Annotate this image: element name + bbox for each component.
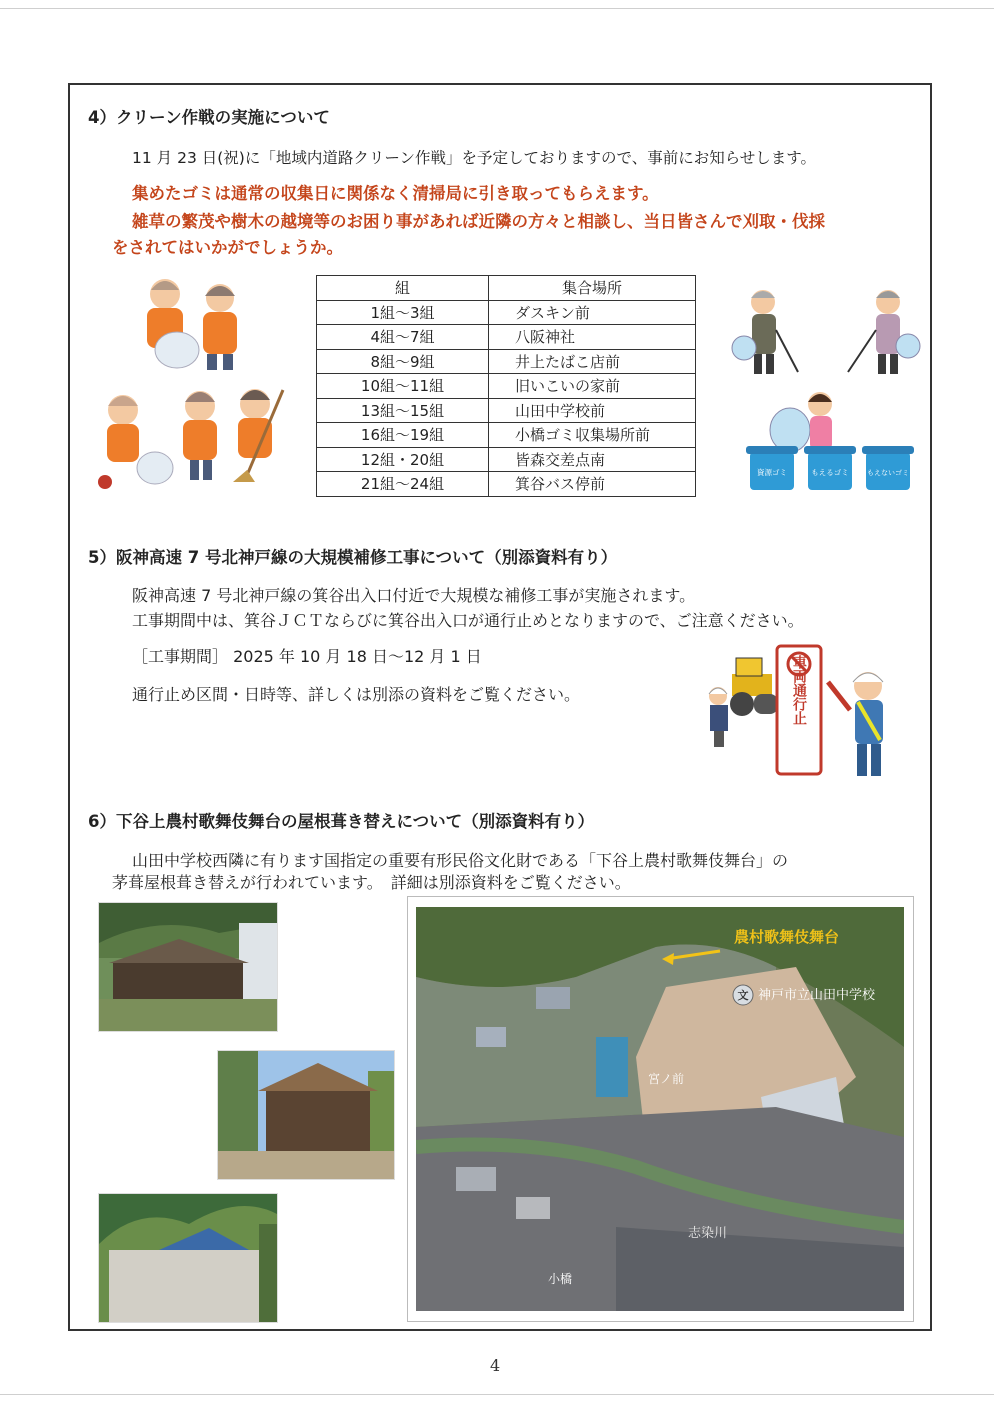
table-cell: 21組～24組	[317, 472, 489, 497]
table-row	[317, 349, 696, 374]
section4-red2: 雑草の繁茂や樹木の越境等のお困り事があれば近隣の方々と相談し、当日皆さんで刈取・伐採	[132, 212, 825, 231]
table-row	[317, 447, 696, 472]
table-row	[317, 325, 696, 350]
kabuki-stage-photo-2	[217, 1050, 395, 1180]
section6-heading: 6）下谷上農村歌舞伎舞台の屋根葺き替えについて（別添資料有り）	[88, 812, 595, 831]
table-row	[317, 374, 696, 399]
section5-line1: 阪神高速 7 号北神戸線の箕谷出入口付近で大規模な補修工事が実施されます。	[132, 586, 696, 605]
kabuki-stage-photo-3	[98, 1193, 278, 1323]
section5-heading: 5）阪神高速 7 号北神戸線の大規模補修工事について（別添資料有り）	[88, 548, 618, 567]
table-cell: 10組～11組	[317, 374, 489, 399]
map-place-label: 宮ノ前	[648, 1072, 685, 1086]
bottom-rule	[0, 1394, 994, 1395]
section5-line2: 工事期間中は、箕谷ＪＣＴならびに箕谷出入口が通行止めとなりますので、ご注意ください。	[132, 611, 804, 630]
table-cell: 4組～7組	[317, 325, 489, 350]
section4-red1: 集めたゴミは通常の収集日に関係なく清掃局に引き取ってもらえます。	[132, 184, 659, 203]
table-cell: 旧いこいの家前	[489, 374, 696, 399]
cleanup-volunteers-illustration	[95, 270, 295, 495]
table-cell: 箕谷バス停前	[489, 472, 696, 497]
road-closure-illustration	[700, 640, 905, 785]
table-row	[317, 300, 696, 325]
trash-pickers-illustration	[728, 280, 923, 495]
section4-red3: をされてはいかがでしょうか。	[112, 238, 343, 257]
section6-line2: 茅葺屋根葺き替えが行われています。 詳細は別添資料をご覧ください。	[112, 873, 631, 892]
page-number: 4	[490, 1356, 501, 1375]
bin-label-nonburnable: もえないゴミ	[867, 469, 909, 477]
table-cell: 8組～9組	[317, 349, 489, 374]
section5-period: ［工事期間］ 2025 年 10 月 18 日～12 月 1 日	[132, 647, 482, 666]
table-row	[317, 423, 696, 448]
section4-heading: 4）クリーン作戦の実施について	[88, 108, 330, 127]
section6-line1: 山田中学校西隣に有ります国指定の重要有形民俗文化財である「下谷上農村歌舞伎舞台」の	[132, 851, 789, 870]
table-cell: 井上たばこ店前	[489, 349, 696, 374]
bin-label-resources: 資源ゴミ	[757, 468, 787, 477]
bin-label-burnable: もえるゴミ	[811, 468, 849, 477]
table-header-group: 組	[317, 276, 489, 301]
table-cell: 八阪神社	[489, 325, 696, 350]
kabuki-stage-photo-1	[98, 902, 278, 1032]
section5-line3: 通行止め区間・日時等、詳しくは別添の資料をご覧ください。	[132, 685, 581, 704]
table-cell: 皆森交差点南	[489, 447, 696, 472]
map-school-label: 神戸市立山田中学校	[758, 988, 876, 1003]
table-header-place: 集合場所	[489, 276, 696, 301]
top-rule	[0, 8, 994, 9]
map-place2-label: 小橋	[548, 1272, 573, 1286]
table-cell: 12組・20組	[317, 447, 489, 472]
table-cell: 小橋ゴミ収集場所前	[489, 423, 696, 448]
table-row	[317, 472, 696, 497]
map-stage-label: 農村歌舞伎舞台	[734, 928, 840, 946]
table-cell: 1組～3組	[317, 300, 489, 325]
table-row	[317, 398, 696, 423]
section4-line1: 11 月 23 日(祝)に「地域内道路クリーン作戦」を予定しておりますので、事前にお知らせします。	[132, 149, 816, 167]
table-cell: ダスキン前	[489, 300, 696, 325]
satellite-map-frame	[407, 896, 914, 1322]
table-cell: 16組～19組	[317, 423, 489, 448]
satellite-map	[416, 907, 904, 1311]
sign-text: 車両通行止	[791, 655, 807, 725]
school-icon: 文	[737, 989, 749, 1002]
assembly-table	[316, 275, 696, 497]
map-river-label: 志染川	[688, 1226, 728, 1241]
table-cell: 13組～15組	[317, 398, 489, 423]
table-cell: 山田中学校前	[489, 398, 696, 423]
